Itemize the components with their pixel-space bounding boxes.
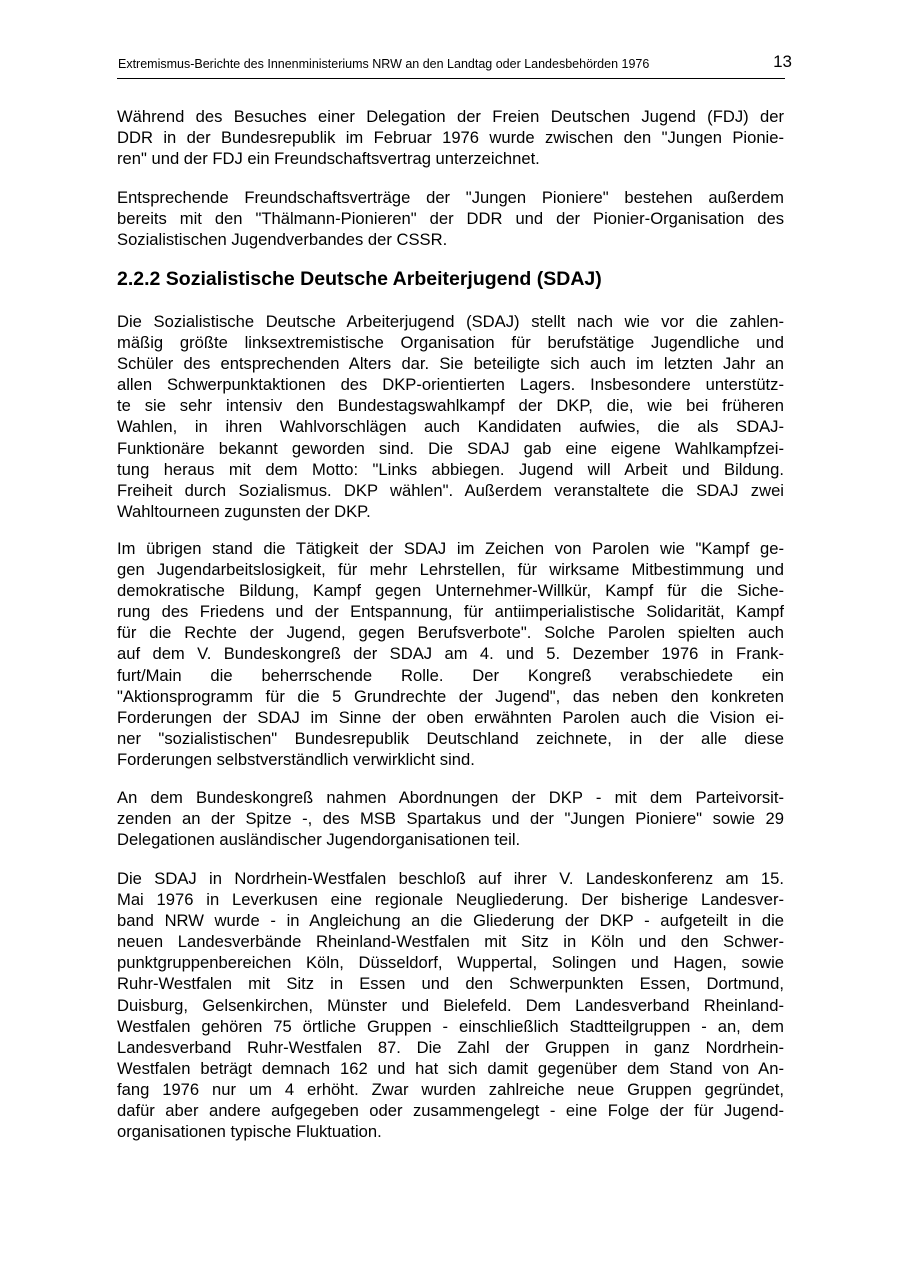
header-title: Extremismus-Berichte des Innenministeriums NRW an den Landtag oder Landesbehörden 1976 bbox=[118, 57, 650, 71]
paragraph-sdaj-slogans bbox=[117, 538, 784, 770]
text-line: An dem Bundeskongreß nahmen Abordnungen der DKP - mit dem Parteivorsit- bbox=[117, 788, 784, 807]
text-line: Während des Besuches einer Delegation der Freien Deutschen Jugend (FDJ) der bbox=[117, 107, 784, 126]
text-line: dafür aber andere aufgegeben oder zusammengelegt - eine Folge der für Jugend- bbox=[117, 1101, 784, 1121]
paragraph-congress-delegations bbox=[117, 787, 784, 850]
text-line: band NRW wurde - in Angleichung an die Gliederung der DKP - aufgeteilt in die bbox=[117, 911, 784, 931]
text-line: Die Sozialistische Deutsche Arbeiterjugend (SDAJ) stellt nach wie vor die zahlen- bbox=[117, 312, 784, 331]
paragraph-sdaj-overview bbox=[117, 311, 784, 522]
text-line: Sozialistischen Jugendverbandes der CSSR. bbox=[117, 230, 448, 250]
text-line: Freiheit durch Sozialismus. DKP wählen". Außerdem veranstaltete die SDAJ zwei bbox=[117, 480, 784, 500]
text-line: Forderungen selbstverständlich verwirklicht sind. bbox=[117, 749, 475, 769]
text-line: auf dem V. Bundeskongreß der SDAJ am 4. und 5. Dezember 1976 in Frank- bbox=[117, 644, 784, 664]
text-line: Wahltourneen zugunsten der DKP. bbox=[117, 501, 371, 521]
text-line: DDR in der Bundesrepublik im Februar 1976 wurde zwischen den "Jungen Pionie- bbox=[117, 128, 784, 148]
paragraph-friendship-treaties bbox=[117, 187, 784, 250]
text-line: organisationen typische Fluktuation. bbox=[117, 1122, 382, 1142]
text-line: Funktionäre bekannt geworden sind. Die SDAJ gab eine eigene Wahlkampfzei- bbox=[117, 438, 784, 458]
paragraph-fdj-treaty bbox=[117, 106, 784, 169]
text-line: ren" und der FDJ ein Freundschaftsvertrag unterzeichnet. bbox=[117, 149, 540, 169]
text-line: tung heraus mit dem Motto: "Links abbiegen. Jugend will Arbeit und Bildung. bbox=[117, 459, 784, 479]
text-line: Schüler des entsprechenden Alters dar. Sie beteiligte sich auch im letzten Jahr an bbox=[117, 354, 784, 374]
section-heading: 2.2.2 Sozialistische Deutsche Arbeiterjugend (SDAJ) bbox=[117, 268, 602, 290]
text-line: Delegationen ausländischer Jugendorganisationen teil. bbox=[117, 830, 521, 850]
text-line: Forderungen der SDAJ im Sinne der oben erwähnten Parolen auch die Vision ei- bbox=[117, 707, 784, 727]
text-line: Die SDAJ in Nordrhein-Westfalen beschloß auf ihrer V. Landeskonferenz am 15. bbox=[117, 869, 784, 888]
text-line: neuen Landesverbände Rheinland-Westfalen mit Sitz in Köln und den Schwer- bbox=[117, 932, 784, 952]
text-line: te sie sehr intensiv den Bundestagswahlkampf der DKP, die, wie bei früheren bbox=[117, 396, 784, 416]
text-line: "Aktionsprogramm für die 5 Grundrechte der Jugend", das neben den konkreten bbox=[117, 686, 784, 706]
page-number: 13 bbox=[773, 52, 792, 71]
text-line: Westfalen beträgt demnach 162 und hat sich damit gegenüber dem Stand von An- bbox=[117, 1058, 784, 1078]
text-line: mäßig größte linksextremistische Organisation für berufstätige Jugendliche und bbox=[117, 333, 784, 353]
text-line: allen Schwerpunktaktionen des DKP-orientierten Lagers. Insbesondere unterstütz- bbox=[117, 375, 784, 395]
text-line: rung des Friedens und der Entspannung, für antiimperialistische Solidarität, Kampf bbox=[117, 602, 784, 622]
text-line: ner "sozialistischen" Bundesrepublik Deutschland zeichnete, in der alle diese bbox=[117, 728, 784, 748]
text-line: für die Rechte der Jugend, gegen Berufsverbote". Solche Parolen spielten auch bbox=[117, 623, 784, 643]
text-line: Entsprechende Freundschaftsverträge der "Jungen Pioniere" bestehen außerdem bbox=[117, 188, 784, 207]
text-line: bereits mit den "Thälmann-Pionieren" der DDR und der Pionier-Organisation des bbox=[117, 209, 784, 229]
text-line: Westfalen gehören 75 örtliche Gruppen - einschließlich Stadtteilgruppen - an, dem bbox=[117, 1016, 784, 1036]
text-line: punktgruppenbereichen Köln, Düsseldorf, Wuppertal, Solingen und Hagen, sowie bbox=[117, 953, 784, 973]
text-line: Im übrigen stand die Tätigkeit der SDAJ im Zeichen von Parolen wie "Kampf ge- bbox=[117, 539, 784, 558]
text-line: Mai 1976 in Leverkusen eine regionale Neugliederung. Der bisherige Landesver- bbox=[117, 890, 784, 910]
text-line: demokratische Bildung, Kampf gegen Unternehmer-Willkür, Kampf für die Siche- bbox=[117, 581, 784, 601]
text-line: Wahlen, in ihren Wahlvorschlägen auch Kandidaten aufwies, die als SDAJ- bbox=[117, 417, 784, 437]
text-line: fang 1976 nur um 4 erhöht. Zwar wurden zahlreiche neue Gruppen gegründet, bbox=[117, 1079, 784, 1099]
paragraph-sdaj-nrw bbox=[117, 868, 784, 1142]
text-line: Landesverband Ruhr-Westfalen 87. Die Zahl der Gruppen in ganz Nordrhein- bbox=[117, 1037, 784, 1057]
text-line: gen Jugendarbeitslosigkeit, für mehr Lehrstellen, für wirksame Mitbestimmung und bbox=[117, 560, 784, 580]
text-line: zenden an der Spitze -, des MSB Spartakus und der "Jungen Pioniere" sowie 29 bbox=[117, 809, 784, 829]
text-line: furt/Main die beherrschende Rolle. Der Kongreß verabschiedete ein bbox=[117, 665, 784, 685]
page-header bbox=[117, 52, 792, 79]
text-line: Ruhr-Westfalen mit Sitz in Essen und den Schwerpunkten Essen, Dortmund, bbox=[117, 974, 784, 994]
text-line: Duisburg, Gelsenkirchen, Münster und Bielefeld. Dem Landesverband Rheinland- bbox=[117, 995, 784, 1015]
